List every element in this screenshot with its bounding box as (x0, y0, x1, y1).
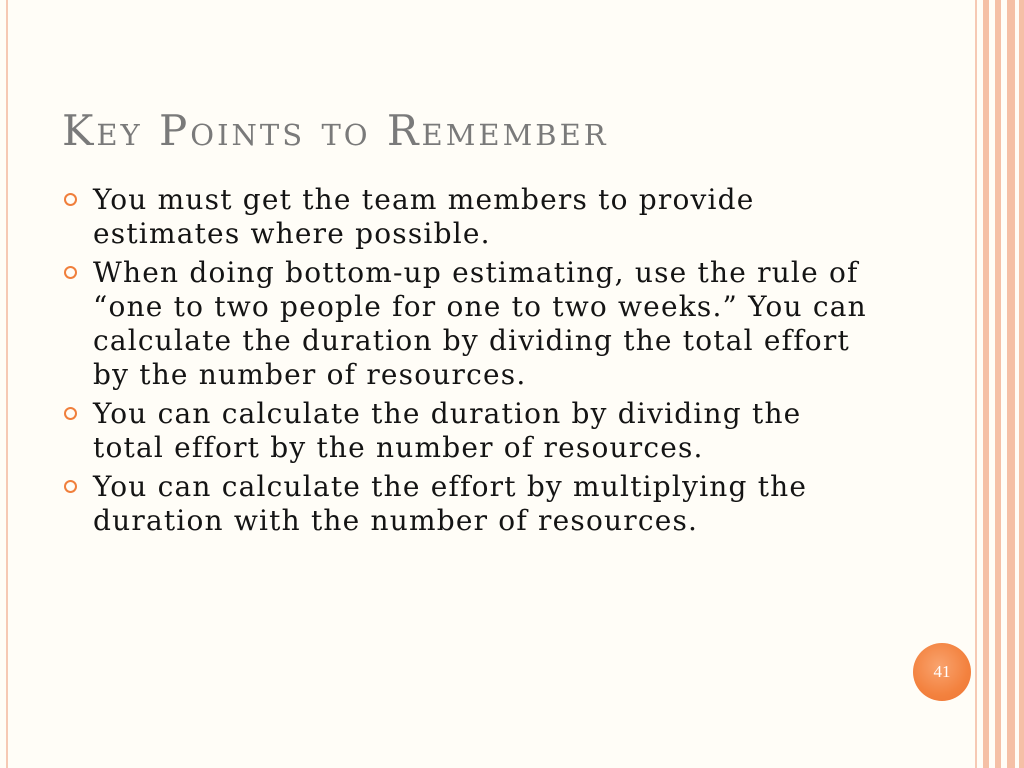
bullet-line: “one to two people for one to two weeks.” You can (93, 290, 867, 323)
page-number-badge (913, 643, 971, 701)
right-border-stripe (983, 0, 989, 768)
bullet-line: calculate the duration by dividing the total effort (93, 324, 850, 357)
bullet-line: You can calculate the duration by dividing the (93, 397, 802, 430)
bullet-line: When doing bottom-up estimating, use the rule of (93, 256, 859, 289)
bullet-line: duration with the number of resources. (93, 504, 699, 537)
ring-bullet-icon (64, 407, 77, 420)
bullet-line: total effort by the number of resources. (93, 431, 704, 464)
right-border-rule (975, 0, 977, 768)
bullet-item (62, 256, 962, 392)
bullet-item (62, 397, 962, 465)
right-border-stripe (1019, 0, 1024, 768)
bullet-line: estimates where possible. (93, 217, 491, 250)
ring-bullet-icon (64, 266, 77, 279)
bullet-line: You can calculate the effort by multiplying the (93, 470, 808, 503)
ring-bullet-icon (64, 480, 77, 493)
bullet-item (62, 470, 962, 538)
left-border-rule (6, 0, 8, 768)
bullet-line: You must get the team members to provide (93, 183, 755, 216)
bullet-item (62, 183, 962, 251)
bullet-list (62, 183, 962, 543)
right-border-stripe (995, 0, 1001, 768)
ring-bullet-icon (64, 193, 77, 206)
page-number: 41 (933, 662, 951, 681)
right-border-stripe (1007, 0, 1015, 768)
bullet-line: by the number of resources. (93, 358, 527, 391)
slide-title: Key Points to Remember (62, 106, 609, 155)
